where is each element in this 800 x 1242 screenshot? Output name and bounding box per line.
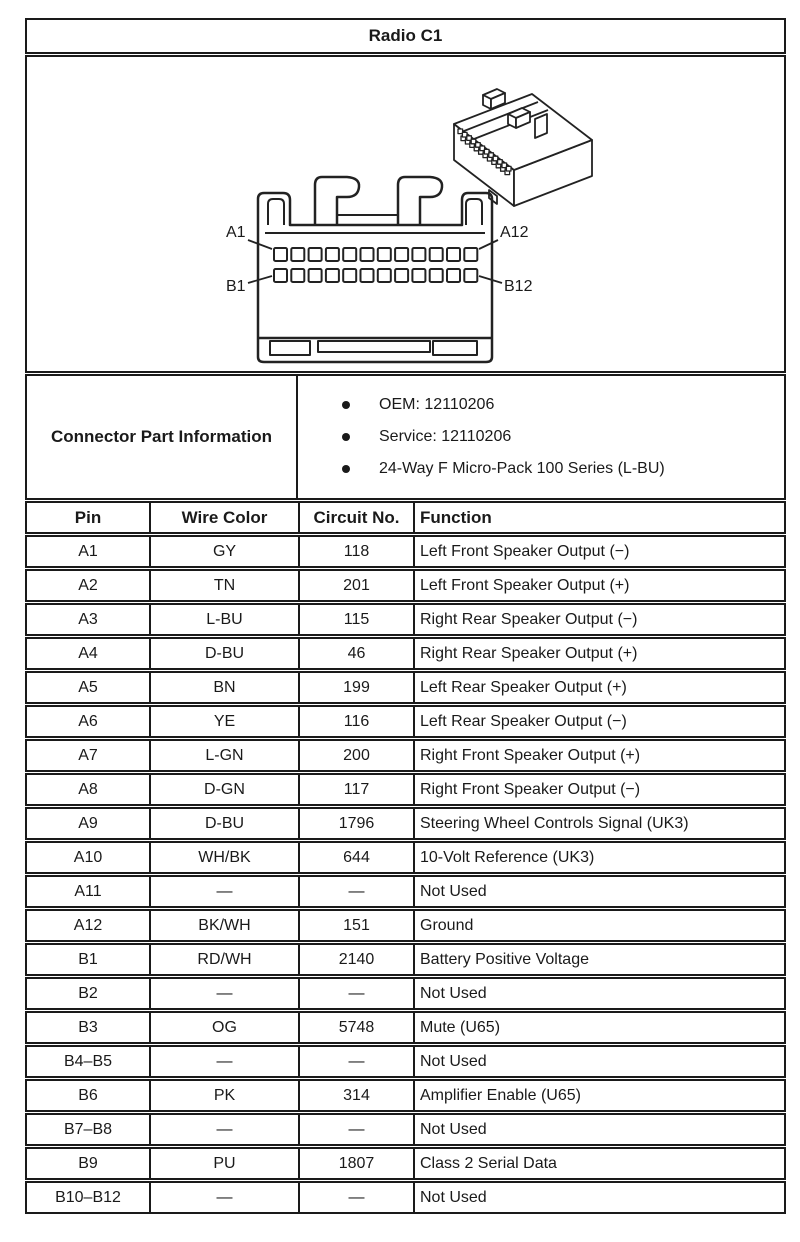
part-info-list [298,389,784,485]
bullet-icon [342,433,350,441]
pin-cell: B6 [27,1081,151,1110]
wire-color-cell: L-GN [151,741,300,770]
leader-a1 [248,240,272,249]
function-cell: Not Used [420,1188,487,1206]
function-cell: Class 2 Serial Data [420,1154,557,1172]
part-info-item-text: 24-Way F Micro-Pack 100 Series (L-BU) [379,460,665,477]
pin-cavity [291,248,304,261]
function-cell: Not Used [420,1120,487,1138]
pin-cavity [274,248,287,261]
pin-table [25,501,786,1214]
function-cell: Not Used [420,984,487,1002]
circuit-no-cell: 115 [300,605,415,634]
pin-cavity [412,269,425,282]
connector-diagram [27,57,784,371]
table-row [25,1079,786,1112]
circuit-no-cell: — [300,877,415,906]
pin-label-b12: B12 [504,278,533,295]
wire-color-cell: BN [151,673,300,702]
pin-cavity [464,248,477,261]
table-row [25,1113,786,1146]
table-row [25,773,786,806]
part-info-item-text: OEM: 12110206 [379,396,495,413]
wire-color-cell: D-BU [151,639,300,668]
function-cell: 10-Volt Reference (UK3) [420,848,595,866]
circuit-no-cell: 1807 [300,1149,415,1178]
function-cell: Right Front Speaker Output (+) [420,746,641,764]
circuit-no-cell: 644 [300,843,415,872]
wire-color-cell: — [151,1047,300,1076]
function-cell: Ground [420,916,474,934]
pin-cell: A8 [27,775,151,804]
circuit-no-cell: 117 [300,775,415,804]
pin-cavity [447,269,460,282]
pin-cavity [343,248,356,261]
function-cell: Left Rear Speaker Output (−) [420,712,627,730]
pin-cavity [378,248,391,261]
function-cell: Battery Positive Voltage [420,950,589,968]
table-row [25,603,786,636]
pin-cavity [326,269,339,282]
table-row [25,977,786,1010]
wire-color-cell: PU [151,1149,300,1178]
function-cell: Right Front Speaker Output (−) [420,780,641,798]
pin-grid [274,248,477,282]
header-wire-color: Wire Color [151,503,300,532]
function-cell: Not Used [420,882,487,900]
pin-cavity [326,248,339,261]
wire-color-cell: — [151,979,300,1008]
part-info-details-cell [298,376,784,498]
pin-cavity [309,269,322,282]
connector-sheet [25,18,786,1214]
part-info-item-text: Service: 12110206 [379,428,512,445]
pin-cavity [361,269,374,282]
circuit-no-cell: 199 [300,673,415,702]
pin-label-b1: B1 [226,278,246,295]
wire-color-cell: D-GN [151,775,300,804]
pin-cell: A4 [27,639,151,668]
terminal-opening [506,166,511,171]
pin-cell: B3 [27,1013,151,1042]
page-title: Radio C1 [368,26,443,45]
pin-cell: A1 [27,537,151,566]
circuit-no-cell: 46 [300,639,415,668]
wire-color-cell: L-BU [151,605,300,634]
wire-color-cell: TN [151,571,300,600]
pin-label-a1: A1 [226,224,246,241]
circuit-no-cell: — [300,1183,415,1212]
wire-color-cell: — [151,1183,300,1212]
pin-cavity [309,248,322,261]
function-cell: Not Used [420,1052,487,1070]
pin-cavity [395,269,408,282]
connector-front-view [248,177,502,362]
table-row [25,671,786,704]
pin-cavity [361,248,374,261]
function-cell: Steering Wheel Controls Signal (UK3) [420,814,689,832]
table-row [25,569,786,602]
leader-a12 [479,240,498,249]
wire-color-cell: BK/WH [151,911,300,940]
wire-color-cell: RD/WH [151,945,300,974]
pin-cavity [378,269,391,282]
pin-cavity [274,269,287,282]
pin-cell: B1 [27,945,151,974]
wire-color-cell: D-BU [151,809,300,838]
pin-cavity [291,269,304,282]
pin-cell: A6 [27,707,151,736]
bullet-icon [342,401,350,409]
table-row [25,875,786,908]
table-row [25,841,786,874]
pin-cell: B10–B12 [27,1183,151,1212]
pin-cavity [395,248,408,261]
leader-b1 [248,276,272,283]
circuit-no-cell: 314 [300,1081,415,1110]
table-row [25,909,786,942]
pin-cell: B2 [27,979,151,1008]
leader-b12 [479,276,502,283]
pin-cell: A12 [27,911,151,940]
part-info-item [342,421,778,453]
table-row [25,535,786,568]
table-row [25,705,786,738]
pin-table-header-row [25,501,786,534]
pin-cell: B7–B8 [27,1115,151,1144]
pin-table-body [25,535,786,1214]
pin-cell: B9 [27,1149,151,1178]
pin-cavity [464,269,477,282]
connector-3d-view [454,89,592,206]
table-row [25,1147,786,1180]
title-bar [25,18,786,54]
wire-color-cell: OG [151,1013,300,1042]
function-cell: Mute (U65) [420,1018,501,1036]
header-circuit-no: Circuit No. [300,503,415,532]
header-function: Function [420,507,492,527]
pin-cavity [430,248,443,261]
pin-cell: B4–B5 [27,1047,151,1076]
function-cell: Left Front Speaker Output (+) [420,576,630,594]
bullet-icon [342,465,350,473]
part-info-item [342,453,778,485]
wire-color-cell: GY [151,537,300,566]
part-info-label-cell [27,376,298,498]
function-cell: Left Rear Speaker Output (+) [420,678,627,696]
circuit-no-cell: 151 [300,911,415,940]
circuit-no-cell: — [300,1047,415,1076]
wire-color-cell: PK [151,1081,300,1110]
table-row [25,1045,786,1078]
table-row [25,807,786,840]
table-row [25,739,786,772]
wire-color-cell: WH/BK [151,843,300,872]
pin-cell: A3 [27,605,151,634]
function-cell: Left Front Speaker Output (−) [420,542,630,560]
table-row [25,943,786,976]
wire-color-cell: — [151,877,300,906]
header-pin: Pin [27,503,151,532]
pin-cell: A5 [27,673,151,702]
pin-cavity [430,269,443,282]
table-row [25,1181,786,1214]
pin-cell: A2 [27,571,151,600]
pin-cavity [343,269,356,282]
wire-color-cell: YE [151,707,300,736]
pin-cavity [412,248,425,261]
wire-color-cell: — [151,1115,300,1144]
circuit-no-cell: 118 [300,537,415,566]
circuit-no-cell: 5748 [300,1013,415,1042]
pin-cell: A10 [27,843,151,872]
circuit-no-cell: 116 [300,707,415,736]
circuit-no-cell: 201 [300,571,415,600]
pin-label-a12: A12 [500,224,529,241]
function-cell: Right Rear Speaker Output (+) [420,644,638,662]
circuit-no-cell: — [300,1115,415,1144]
circuit-no-cell: 200 [300,741,415,770]
circuit-no-cell: — [300,979,415,1008]
pin-cell: A11 [27,877,151,906]
part-info-label: Connector Part Information [50,427,272,446]
function-cell: Amplifier Enable (U65) [420,1086,581,1104]
part-info-item [342,389,778,421]
circuit-no-cell: 1796 [300,809,415,838]
pin-cavity [447,248,460,261]
table-row [25,637,786,670]
circuit-no-cell: 2140 [300,945,415,974]
pin-cell: A7 [27,741,151,770]
pin-cell: A9 [27,809,151,838]
function-cell: Right Rear Speaker Output (−) [420,610,638,628]
table-row [25,1011,786,1044]
connector-diagram-panel [25,55,786,373]
connector-part-information-section [25,374,786,500]
